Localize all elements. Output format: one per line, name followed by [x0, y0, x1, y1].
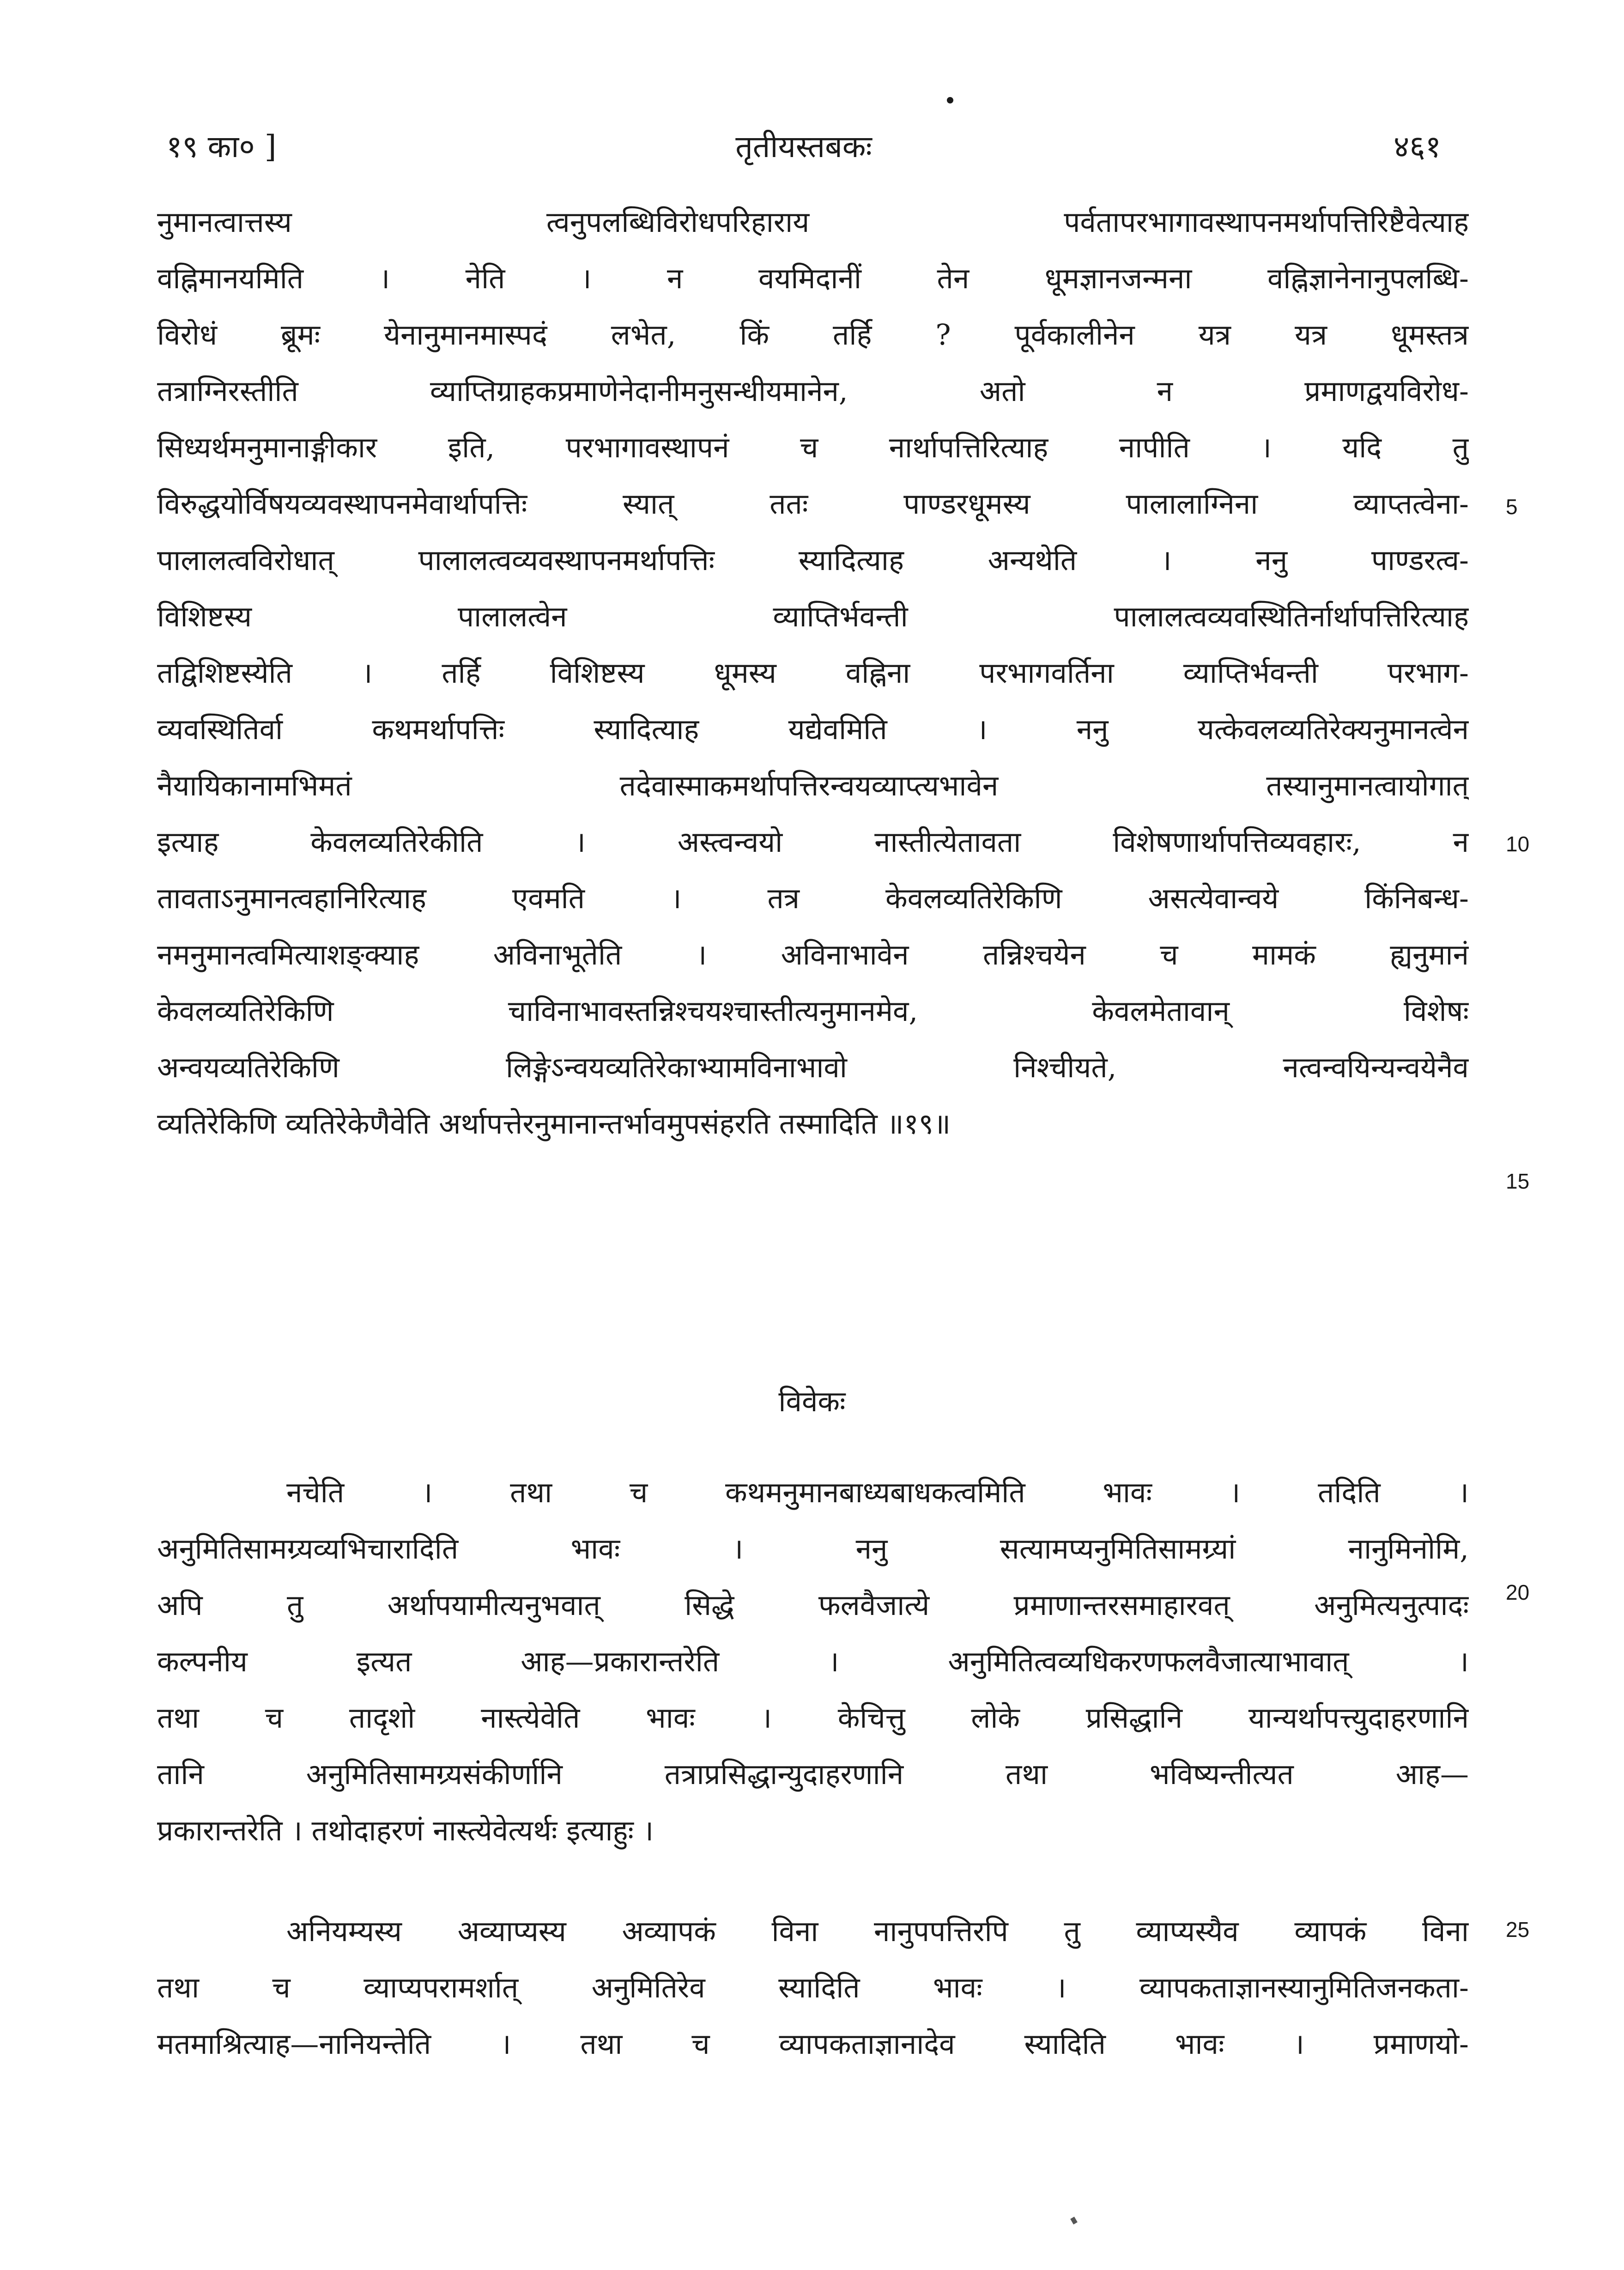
text-line: तावताऽनुमानत्वहानिरित्याह एवमति । तत्र केवलव्यतिरेकिणि असत्येवान्वये किंनिबन्ध-	[157, 881, 1469, 915]
text-line: तत्राग्निरस्तीति व्याप्तिग्राहकप्रमाणेनेदानीमनुसन्धीयमानेन, अतो न प्रमाणद्वयविरोध-	[157, 374, 1469, 408]
text-line: व्यतिरेकिणि व्यतिरेकेणैवेति अर्थापत्तेरनुमानान्तर्भावमुपसंहरति तस्मादिति ॥१९॥	[157, 1107, 951, 1141]
text-line: विरुद्धयोर्विषयव्यवस्थापनमेवार्थापत्तिः स्यात् ततः पाण्डरधूमस्य पालालाग्निना व्याप्तत्वेना-	[157, 487, 1469, 521]
line-number: 5	[1506, 495, 1518, 519]
text-line: केवलव्यतिरेकिणि चाविनाभावस्तन्निश्चयश्चास्तीत्यनुमानमेव, केवलमेतावान् विशेषः	[157, 994, 1469, 1028]
text-line: तद्विशिष्टस्येति । तर्हि विशिष्टस्य धूमस्य वह्निना परभागवर्तिना व्याप्तिर्भवन्ती परभाग-	[157, 656, 1469, 690]
text-line: अनुमितिसामग्र्यव्यभिचारादिति भावः । ननु सत्यामप्यनुमितिसामग्र्यां नानुमिनोमि,	[157, 1532, 1469, 1566]
text-line: तानि अनुमितिसामग्र्यसंकीर्णानि तत्राप्रसिद्धान्युदाहरणानि तथा भविष्यन्तीत्यत आह—	[157, 1757, 1469, 1791]
line-number: 15	[1506, 1169, 1530, 1193]
text-line: नचेति । तथा च कथमनुमानबाध्यबाधकत्वमिति भावः । तदिति ।	[286, 1475, 1469, 1509]
text-line: विरोधं ब्रूमः येनानुमानमास्पदं लभेत, किं तर्हि ? पूर्वकालीनेन यत्र यत्र धूमस्तत्र	[157, 318, 1469, 352]
line-number: 20	[1506, 1580, 1530, 1604]
text-line: नमनुमानत्वमित्याशङ्क्याह अविनाभूतेति । अविनाभावेन तन्निश्चयेन च मामकं ह्यनुमानं	[157, 938, 1469, 971]
text-line: इत्याह केवलव्यतिरेकीति । अस्त्वन्वयो नास्तीत्येतावता विशेषणार्थापत्तिव्यवहारः, न	[157, 825, 1469, 859]
ink-mark	[1070, 2216, 1078, 2224]
text-line: वह्निमानयमिति । नेति । न वयमिदानीं तेन धूमज्ञानजन्मना वह्निज्ञानेनानुपलब्धि-	[157, 261, 1469, 295]
page-number: ४६१	[1394, 129, 1441, 164]
text-line: व्यवस्थितिर्वा कथमर्थापत्तिः स्यादित्याह यद्येवमिति । ननु यत्केवलव्यतिरेक्यनुमानत्वेन	[157, 712, 1469, 746]
line-number: 10	[1506, 832, 1530, 856]
text-line: तथा च तादृशो नास्त्येवेति भावः । केचित्तु लोके प्रसिद्धानि यान्यर्थापत्त्युदाहरणानि	[157, 1701, 1469, 1735]
text-line: अपि तु अर्थापयामीत्यनुभवात् सिद्धे फलवैजात्ये प्रमाणान्तरसमाहारवत् अनुमित्यनुत्पादः	[157, 1588, 1469, 1622]
text-line: नैयायिकानामभिमतं तदेवास्माकमर्थापत्तिरन्वयव्याप्त्यभावेन तस्यानुमानत्वायोगात्	[157, 769, 1469, 802]
section-heading: विवेकः	[778, 1384, 846, 1418]
text-line: सिध्यर्थमनुमानाङ्गीकार इति, परभागावस्थापनं च नार्थापत्तिरित्याह नापीति । यदि तु	[157, 431, 1469, 464]
viveka-paragraph-2	[157, 1903, 1469, 2072]
header-section-ref: १९ का० ]	[166, 129, 277, 164]
running-header	[166, 115, 1441, 180]
text-line: विशिष्टस्य पालालत्वेन व्याप्तिर्भवन्ती पालालत्वव्यवस्थितिर्नार्थापत्तिरित्याह	[157, 600, 1469, 633]
text-line: कल्पनीय इत्यत आह—प्रकारान्तरेति । अनुमितित्वव्यधिकरणफलवैजात्याभावात् ।	[157, 1645, 1469, 1678]
text-line: पालालत्वविरोधात् पालालत्वव्यवस्थापनमर्थापत्तिः स्यादित्याह अन्यथेति । ननु पाण्डरत्व-	[157, 543, 1469, 577]
line-number: 25	[1506, 1918, 1530, 1942]
ink-dot	[947, 97, 953, 103]
text-line: तथा च व्याप्यपरामर्शात् अनुमितिरेव स्यादिति भावः । व्यापकताज्ञानस्यानुमितिजनकता-	[157, 1971, 1469, 2004]
header-title: तृतीयस्तबकः	[735, 129, 872, 164]
text-line: अन्वयव्यतिरेकिणि लिङ्गेऽन्वयव्यतिरेकाभ्यामविनाभावो निश्चीयते, नत्वन्वयिन्यन्वयेनैव	[157, 1050, 1469, 1084]
viveka-block	[157, 1464, 1469, 1859]
text-line: अनियम्यस्य अव्याप्यस्य अव्यापकं विना नानुपपत्तिरपि तु व्याप्यस्यैव व्यापकं विना	[286, 1914, 1469, 1948]
text-line: नुमानत्वात्तस्य त्वनुपलब्धिविरोधपरिहाराय पर्वतापरभागावस्थापनमर्थापत्तिरिष्टैवेत्याह	[157, 205, 1469, 239]
commentary-block	[157, 194, 1469, 1152]
text-line: प्रकारान्तरेति । तथोदाहरणं नास्त्येवेत्यर्थः इत्याहुः ।	[157, 1814, 654, 1847]
text-line: मतमाश्रित्याह—नानियन्तेति । तथा च व्यापकताज्ञानादेव स्यादिति भावः । प्रमाणयो-	[157, 2027, 1469, 2061]
